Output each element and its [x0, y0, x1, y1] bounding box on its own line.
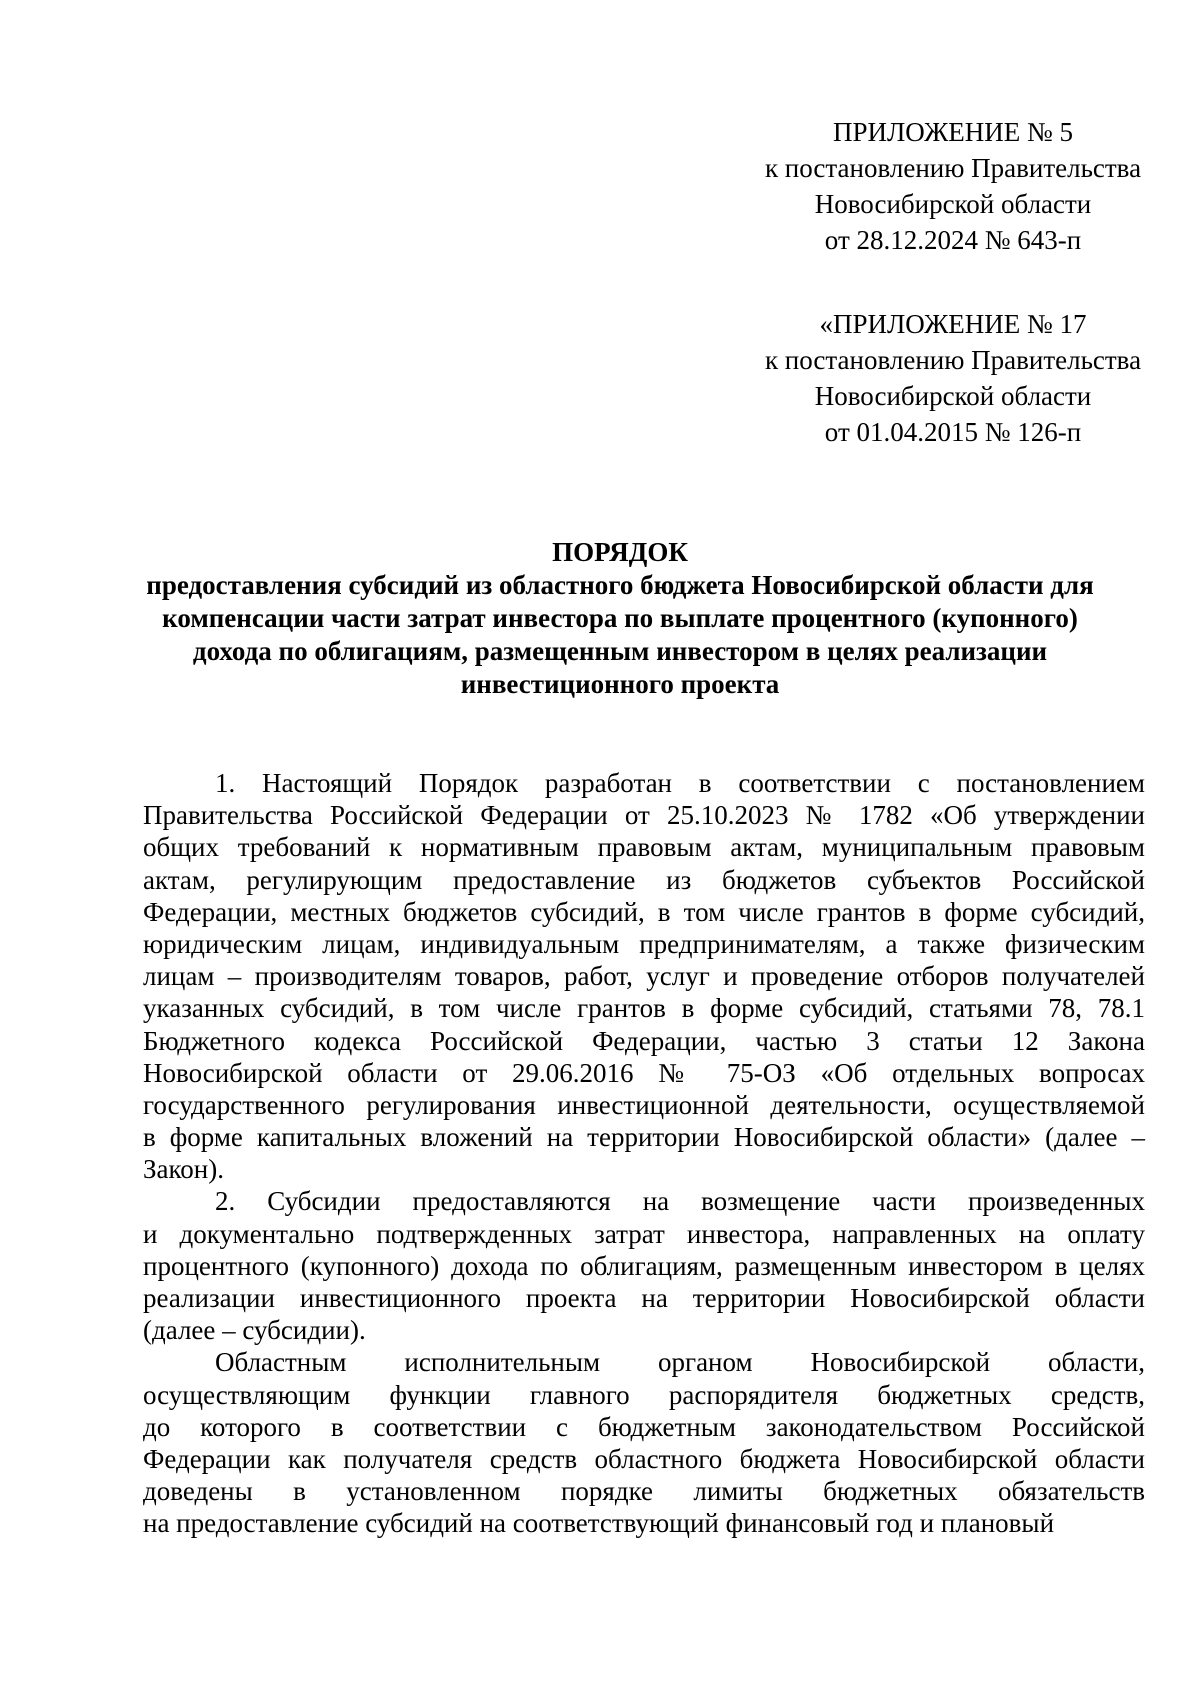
paragraph-line: Федерации как получателя средств областного бюджета Новосибирской области: [143, 1443, 1145, 1474]
paragraph-line: Бюджетного кодекса Российской Федерации, частью 3 статьи 12 Закона: [143, 1025, 1145, 1056]
paragraph-line: юридическим лицам, индивидуальным предпринимателям, а также физическим: [143, 928, 1145, 959]
paragraph-line: Закон).: [143, 1154, 224, 1185]
title-line: инвестиционного проекта: [460, 669, 780, 699]
appendix-17-line: Новосибирской области: [814, 381, 1092, 411]
paragraph-line: реализации инвестиционного проекта на территории Новосибирской области: [143, 1283, 1145, 1313]
paragraph-line: и документально подтвержденных затрат инвестора, направленных на оплату: [143, 1218, 1145, 1249]
paragraph-line: указанных субсидий, в том числе грантов в форме субсидий, статьями 78, 78.1: [143, 993, 1145, 1024]
paragraph-line: Новосибирской области от 29.06.2016 № 75-ОЗ «Об отдельных вопросах: [143, 1057, 1145, 1088]
title-line: предоставления субсидий из областного бюджета Новосибирской области для: [146, 570, 1094, 600]
document-body: [143, 767, 1145, 1540]
paragraph-line: общих требований к нормативным правовым актам, муниципальным правовым: [143, 832, 1145, 863]
paragraph: [143, 1346, 1145, 1539]
appendix-17-header: [743, 306, 1163, 450]
paragraph-line: лицам – производителям товаров, работ, услуг и проведение отборов получателей: [143, 961, 1145, 992]
paragraph-line: в форме капитальных вложений на территории Новосибирской области» (далее –: [143, 1122, 1145, 1153]
paragraph-line: процентного (купонного) дохода по облигациям, размещенным инвестором в целях: [143, 1250, 1145, 1281]
paragraph: [143, 1185, 1145, 1346]
appendix-5-line: Новосибирской области: [814, 189, 1092, 219]
document-title: [120, 536, 1120, 701]
paragraph-line: государственного регулирования инвестиционной деятельности, осуществляемой: [143, 1089, 1145, 1120]
paragraph-line: осуществляющим функции главного распорядителя бюджетных средств,: [143, 1379, 1145, 1410]
appendix-5-line: к постановлению Правительства: [764, 153, 1142, 183]
paragraph-line: Федерации, местных бюджетов субсидий, в том числе грантов в форме субсидий,: [143, 896, 1145, 927]
appendix-5-line: от 28.12.2024 № 643-п: [824, 225, 1082, 255]
paragraph-line: (далее – субсидии).: [143, 1315, 366, 1346]
title-line: дохода по облигациям, размещенным инвестором в целях реализации: [192, 636, 1048, 666]
appendix-17-line: к постановлению Правительства: [764, 345, 1142, 375]
paragraph-line: доведены в установленном порядке лимиты бюджетных обязательств: [143, 1476, 1145, 1507]
appendix-17-line: от 01.04.2015 № 126-п: [824, 417, 1082, 447]
title-heading: ПОРЯДОК: [552, 537, 688, 567]
paragraph-line: 1. Настоящий Порядок разработан в соответствии с постановлением: [215, 768, 1145, 798]
appendix-17-line: «ПРИЛОЖЕНИЕ № 17: [819, 309, 1087, 339]
paragraph-line: актам, регулирующим предоставление из бюджетов субъектов Российской: [143, 864, 1145, 895]
appendix-5-line: ПРИЛОЖЕНИЕ № 5: [832, 117, 1074, 147]
paragraph-line: Областным исполнительным органом Новосибирской области,: [215, 1347, 1145, 1378]
paragraph-line: на предоставление субсидий на соответствующий финансовый год и плановый: [143, 1508, 1055, 1539]
paragraph-line: до которого в соответствии с бюджетным законодательством Российской: [143, 1411, 1145, 1442]
title-line: компенсации части затрат инвестора по выплате процентного (купонного): [162, 603, 1078, 633]
appendix-5-header: [743, 114, 1163, 258]
paragraph-line: Правительства Российской Федерации от 25.10.2023 № 1782 «Об утверждении: [143, 800, 1145, 831]
paragraph: [143, 767, 1145, 1185]
paragraph-line: 2. Субсидии предоставляются на возмещение части произведенных: [215, 1186, 1145, 1217]
